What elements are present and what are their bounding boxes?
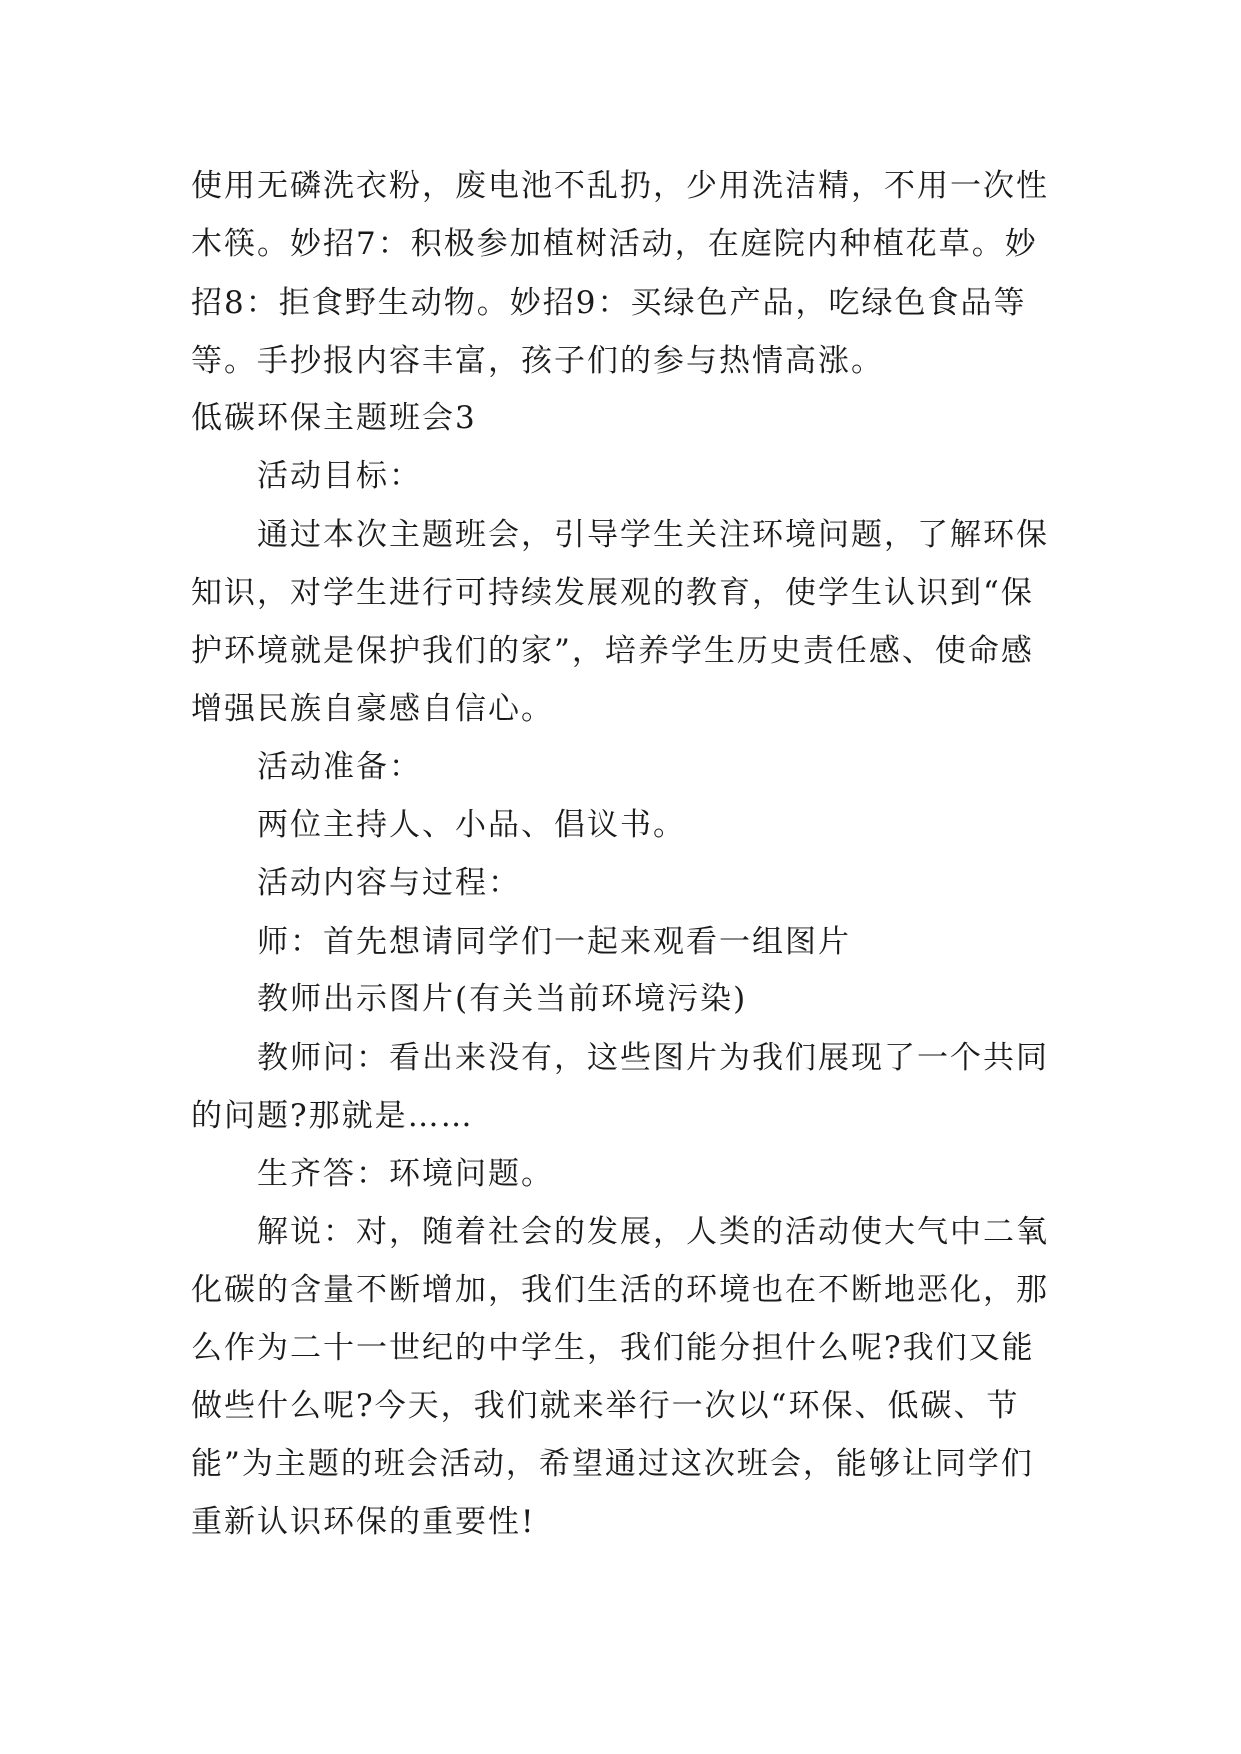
paragraph-line: 等。手抄报内容丰富，孩子们的参与热情高涨。	[191, 343, 884, 379]
paragraph-line: 通过本次主题班会，引导学生关注环境问题，了解环保	[257, 517, 1049, 553]
paragraph-line: 么作为二十一世纪的中学生，我们能分担什么呢?我们又能	[191, 1330, 1035, 1366]
paragraph-line: 化碳的含量不断增加，我们生活的环境也在不断地恶化，那	[191, 1272, 1049, 1308]
paragraph-line: 能”为主题的班会活动，希望通过这次班会，能够让同学们	[191, 1446, 1034, 1482]
paragraph-line: 的问题?那就是……	[191, 1098, 474, 1134]
paragraph-line: 使用无磷洗衣粉，废电池不乱扔，少用洗洁精，不用一次性	[191, 168, 1049, 204]
paragraph-line: 解说：对，随着社会的发展，人类的活动使大气中二氧	[257, 1214, 1049, 1250]
paragraph-line: 木筷。妙招7：积极参加植树活动，在庭院内种植花草。妙	[191, 226, 1038, 262]
paragraph-line: 教师问：看出来没有，这些图片为我们展现了一个共同	[257, 1040, 1049, 1076]
paragraph-line: 教师出示图片(有关当前环境污染)	[257, 981, 748, 1017]
paragraph-line: 生齐答：环境问题。	[257, 1156, 554, 1192]
paragraph-line: 重新认识环保的重要性!	[191, 1504, 536, 1540]
paragraph-line: 做些什么呢?今天，我们就来举行一次以“环保、低碳、节	[191, 1388, 1020, 1424]
paragraph-line: 知识，对学生进行可持续发展观的教育，使学生认识到“保	[191, 575, 1034, 611]
paragraph-line: 护环境就是保护我们的家”，培养学生历史责任感、使命感	[191, 633, 1034, 669]
paragraph-line: 两位主持人、小品、倡议书。	[257, 807, 686, 843]
section-heading: 低碳环保主题班会3	[191, 400, 477, 436]
paragraph-line: 师：首先想请同学们一起来观看一组图片	[257, 924, 851, 960]
paragraph-line: 增强民族自豪感自信心。	[191, 691, 554, 727]
paragraph-line: 活动准备：	[257, 749, 422, 785]
paragraph-line: 活动目标：	[257, 458, 422, 494]
paragraph-line: 招8：拒食野生动物。妙招9：买绿色产品，吃绿色食品等	[191, 285, 1027, 321]
paragraph-line: 活动内容与过程：	[257, 865, 521, 901]
